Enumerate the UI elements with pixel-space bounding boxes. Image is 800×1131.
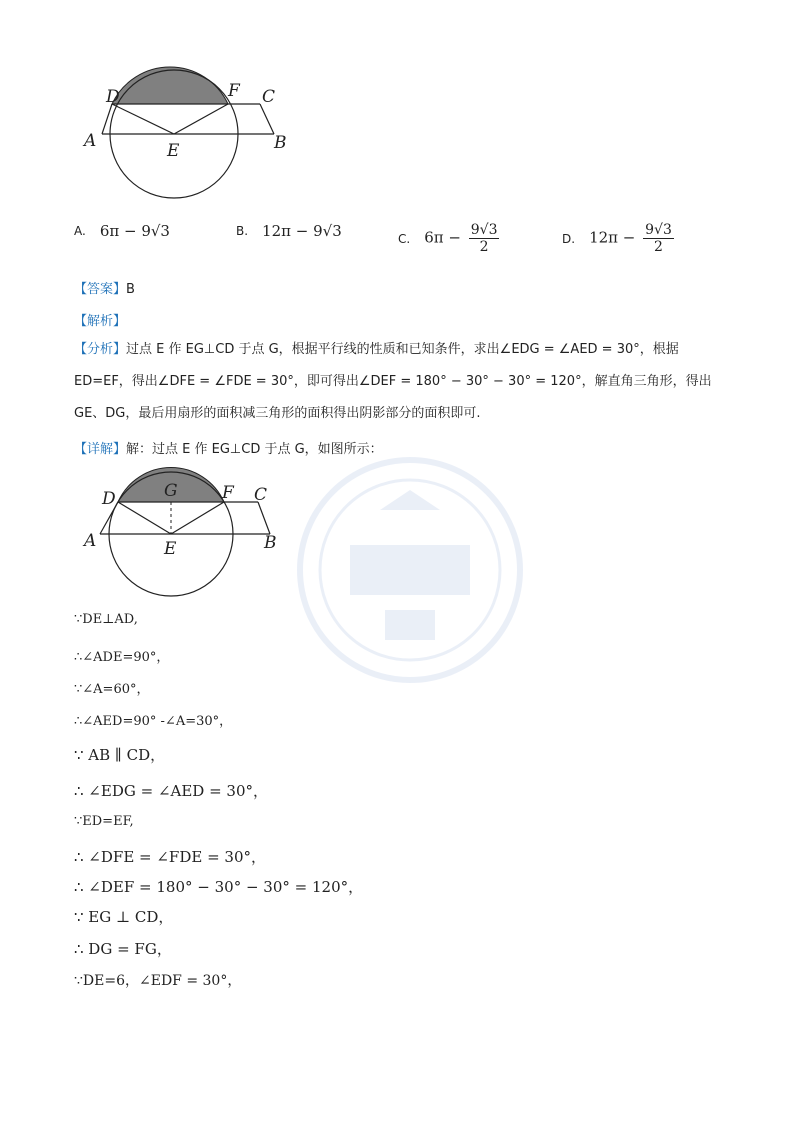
- option-c[interactable]: [398, 222, 499, 255]
- step-4: ∴∠AED=90° -∠A=30°，: [74, 714, 233, 729]
- answer-line: [74, 278, 135, 297]
- step-12: ∵DE=6，∠EDF = 30°，: [74, 973, 242, 989]
- option-prefix: 6π −: [424, 228, 461, 247]
- analysis-line-2: ED=EF，得出∠DFE = ∠FDE = 30°，即可得出∠DEF = 180° − 30° − 30° = 120°，解直角三角形，得出: [74, 374, 712, 389]
- fenxi-tag: 【分析】: [74, 342, 127, 357]
- option-a[interactable]: [74, 222, 170, 240]
- numerator: 9√3: [470, 222, 498, 238]
- step-5: ∵ AB ∥ CD，: [74, 746, 166, 764]
- denominator: 2: [479, 239, 489, 255]
- answer-tag: 【答案】: [74, 282, 127, 297]
- option-expr: [589, 222, 674, 255]
- analysis-tag-line: [74, 310, 126, 329]
- option-b[interactable]: [236, 222, 342, 240]
- line-bc: [260, 104, 274, 134]
- option-expr: [424, 222, 499, 255]
- detail-tag: 【详解】: [74, 442, 127, 457]
- line-de: [118, 502, 171, 534]
- label-b: B: [274, 133, 287, 153]
- watermark-logo: [290, 450, 530, 690]
- step-9: ∴ ∠DEF = 180° − 30° − 30° = 120°，: [74, 878, 364, 896]
- denominator: 2: [654, 239, 663, 255]
- line-fe: [174, 104, 228, 134]
- analysis-line-1: [74, 334, 734, 366]
- step-2: ∴∠ADE=90°，: [74, 650, 170, 665]
- label-c: C: [262, 87, 276, 107]
- answer-value: B: [126, 282, 135, 297]
- label-d: D: [102, 489, 116, 509]
- geometry-diagram-2: [70, 460, 310, 610]
- option-expr: 12π − 9√3: [262, 222, 342, 240]
- step-1: ∵DE⊥AD,: [74, 612, 138, 627]
- fraction: [469, 222, 500, 255]
- analysis-tag: 【解析】: [74, 314, 127, 329]
- step-8: ∴ ∠DFE = ∠FDE = 30°，: [74, 848, 267, 866]
- step-11: ∴ DG = FG，: [74, 940, 172, 958]
- label-a: A: [84, 131, 97, 151]
- label-f: F: [228, 81, 240, 101]
- label-b: B: [264, 533, 277, 553]
- step-7: ∵ED=EF,: [74, 814, 134, 829]
- numerator: 9√3: [645, 222, 672, 238]
- label-c: C: [254, 485, 268, 505]
- detail-text: 解：过点 E 作 EG⊥CD 于点 G，如图所示：: [126, 442, 383, 457]
- line-fe: [171, 502, 224, 534]
- analysis-paragraph: [74, 334, 734, 430]
- line-de: [112, 104, 174, 134]
- label-e: E: [164, 539, 177, 559]
- label-a: A: [84, 531, 97, 551]
- step-3: ∵∠A=60°，: [74, 682, 150, 697]
- line-bc: [258, 502, 270, 534]
- label-d: D: [106, 87, 120, 107]
- shaded-segment: [112, 67, 228, 104]
- option-letter: D.: [562, 231, 576, 246]
- geometry-diagram-1: [70, 60, 310, 220]
- step-10: ∵ EG ⊥ CD，: [74, 908, 174, 926]
- option-letter: A.: [74, 224, 86, 238]
- label-f: F: [222, 483, 234, 503]
- option-expr: 6π − 9√3: [99, 222, 170, 240]
- label-g: G: [164, 481, 178, 501]
- option-letter: B.: [236, 224, 249, 238]
- option-letter: C.: [398, 231, 411, 246]
- fenxi-text-1: 过点 E 作 EG⊥CD 于点 G，根据平行线的性质和已知条件，求出∠EDG = ∠AED = 30°，根据: [126, 342, 679, 357]
- option-d[interactable]: [562, 222, 674, 255]
- label-e: E: [167, 141, 180, 161]
- fraction: [643, 222, 674, 255]
- step-6: ∴ ∠EDG = ∠AED = 30°，: [74, 782, 269, 800]
- option-prefix: 12π −: [589, 228, 636, 247]
- analysis-line-3: GE、DG，最后用扇形的面积减三角形的面积得出阴影部分的面积即可.: [74, 406, 481, 421]
